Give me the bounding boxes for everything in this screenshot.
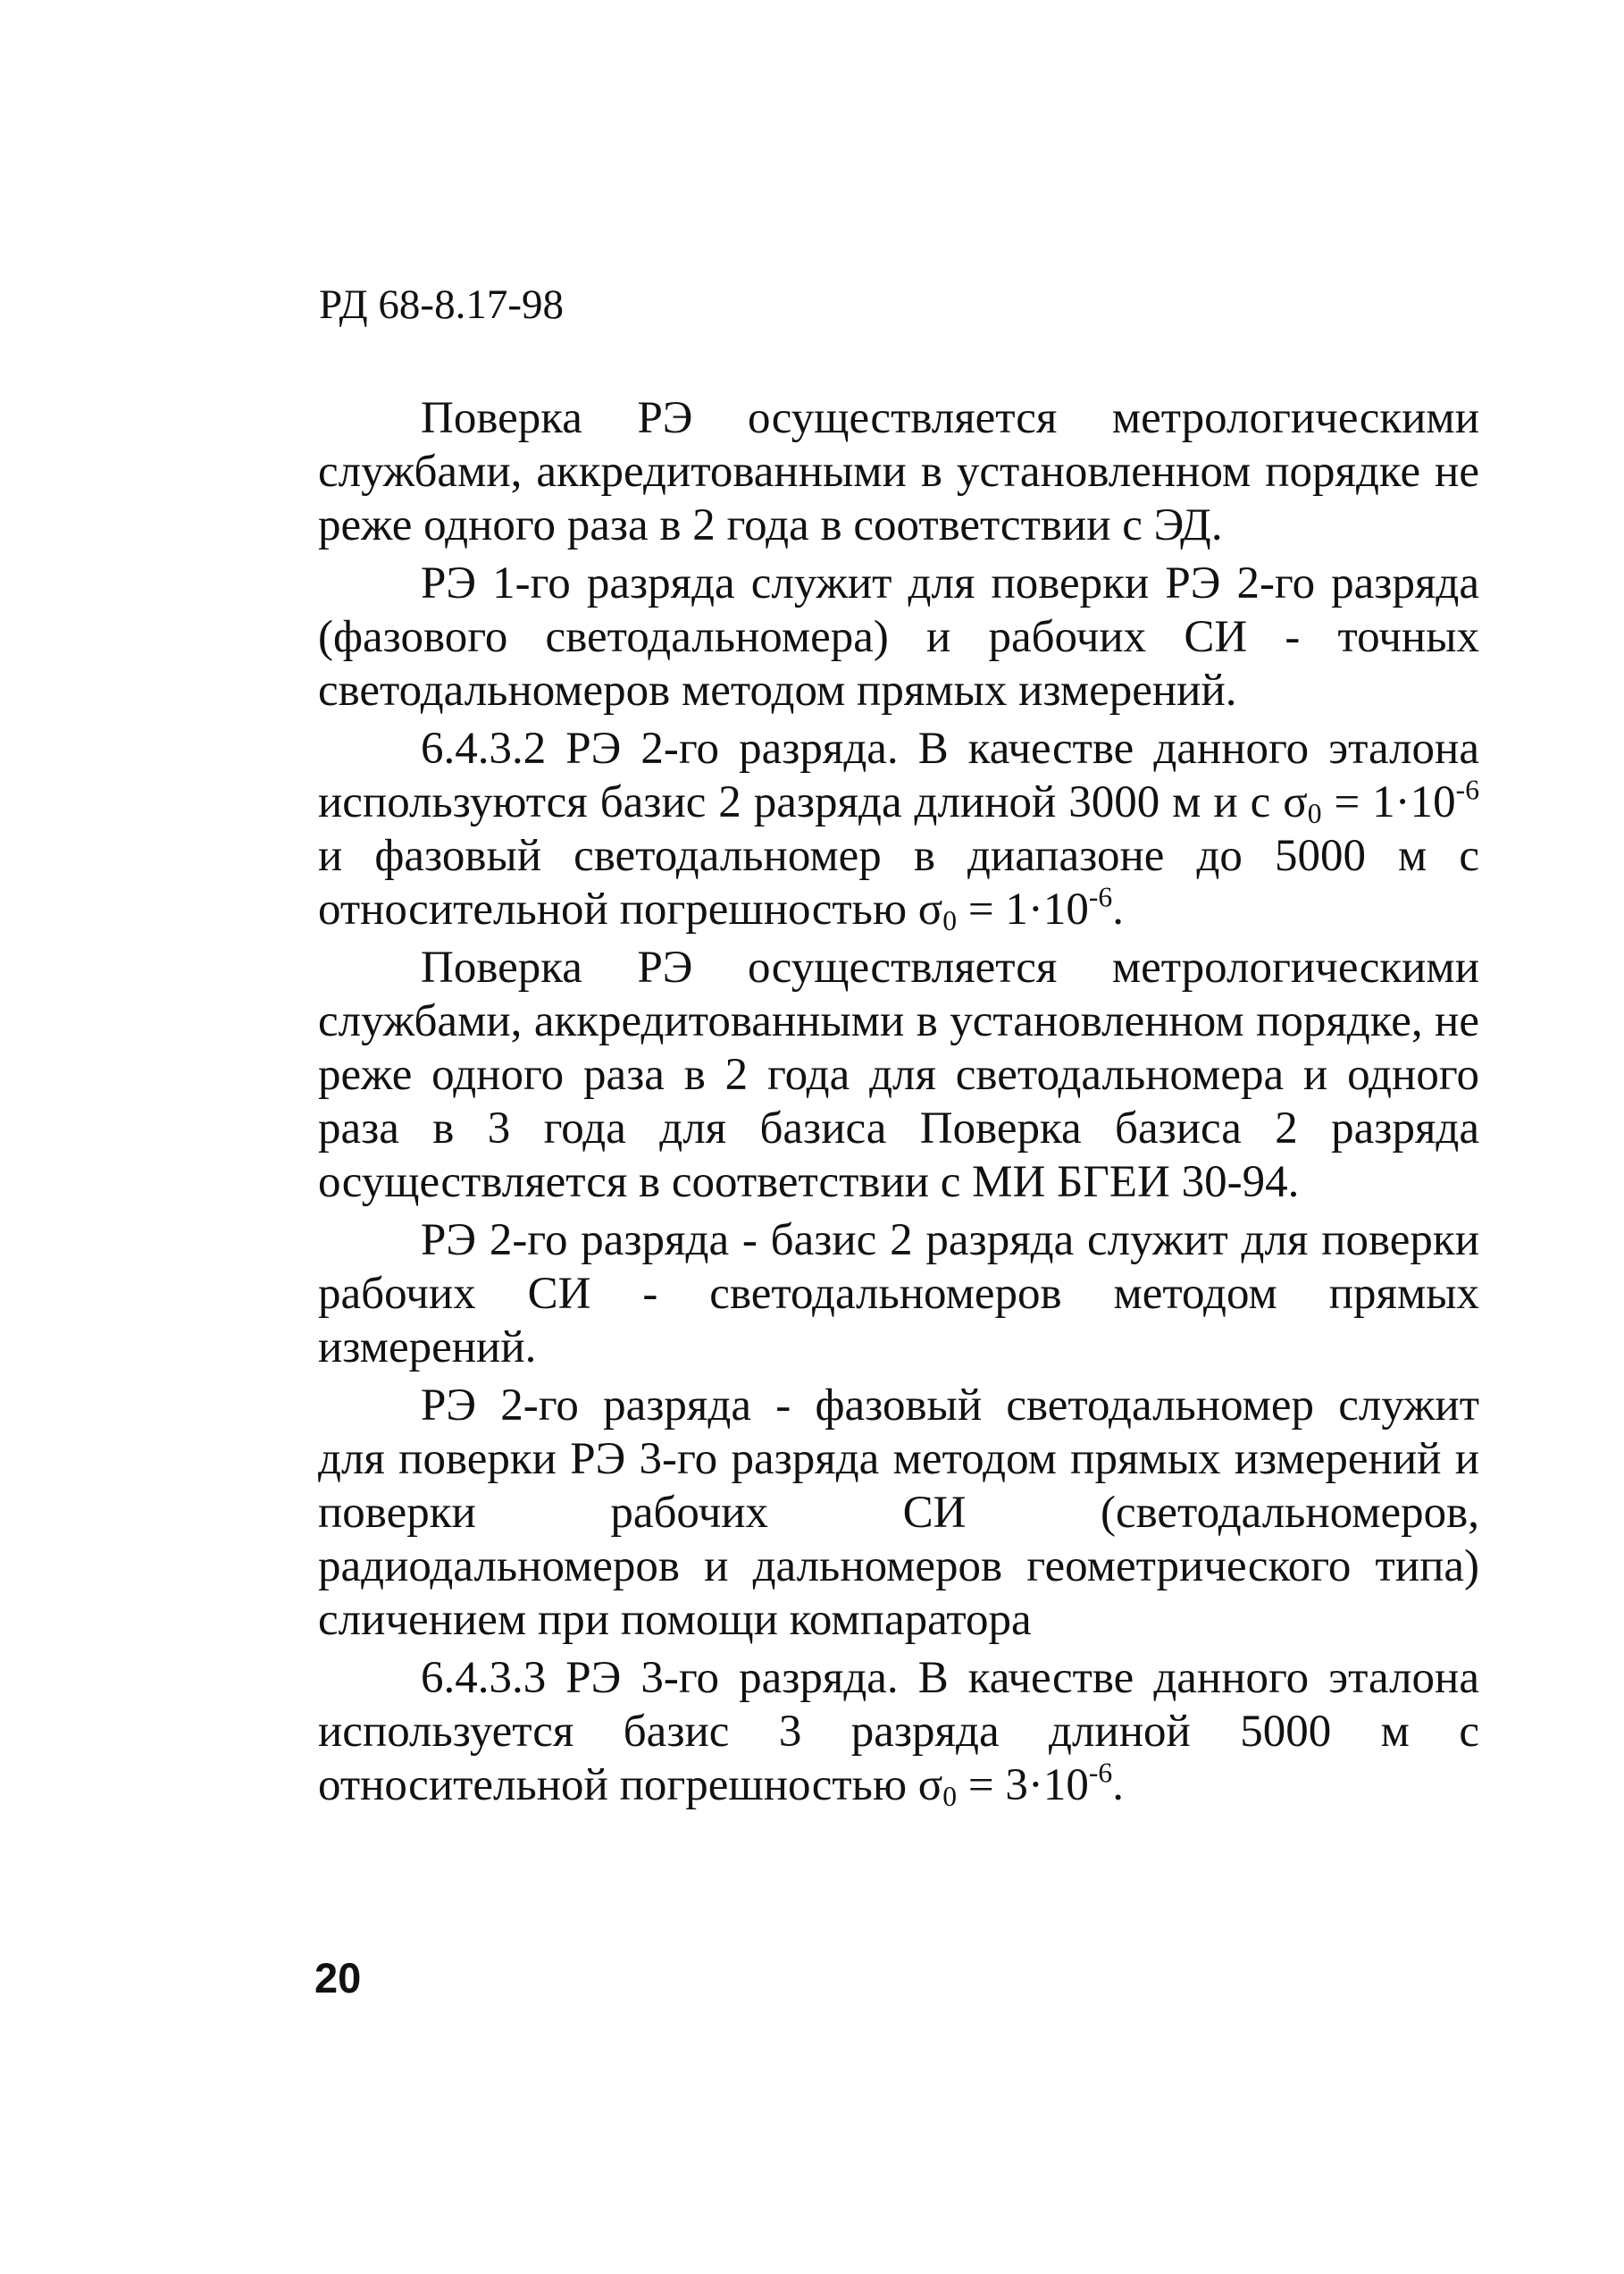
- paragraph-verification-2: Поверка РЭ осуществляется метрологическими службами, аккредитованными в установленном порядке, не реже одного раза в 2 года для светодальномера и одного раза в 3 года для базиса Поверка базиса 2 разряда осуществляется в соответствии с МИ БГЕИ 30-94.: [318, 943, 1479, 1207]
- paragraph-phase-rangefinder: РЭ 2-го разряда - фазовый светодальномер служит для поверки РЭ 3-го разряда методом прямых измерений и поверки рабочих СИ (светодальномеров, радиодальномеров и дальномеров геометрического типа) сличением при помощи компаратора: [318, 1380, 1479, 1645]
- page-number: 20: [314, 1954, 362, 2001]
- document-code: РД 68-8.17-98: [319, 281, 564, 328]
- sigma-symbol: σ: [1283, 777, 1308, 827]
- paragraph-verification-1: Поверка РЭ осуществляется метрологическими службами, аккредитованными в установленном порядке не реже одного раза в 2 года в соответствии с ЭД.: [318, 393, 1479, 550]
- body-text: [318, 391, 1479, 1812]
- paragraph-6-4-3-3: 6.4.3.3 РЭ 3-го разряда. В качестве данного эталона используется базис 3 разряда длиной 5000 м с относительной погрешностью $\sigma_0 = 3\cdot 10^{-6}$.: [318, 1653, 1479, 1812]
- paragraph-basis-2: РЭ 2-го разряда - базис 2 разряда служит для поверки рабочих СИ - светодальномеров методом прямых измерений.: [318, 1215, 1479, 1372]
- sigma-symbol: σ: [917, 885, 943, 935]
- sigma-symbol: σ: [917, 1760, 943, 1810]
- paragraph-re-1st-grade: РЭ 1-го разряда служит для поверки РЭ 2-го разряда (фазового светодальномера) и рабочих СИ - точных светодальномеров методом прямых измерений.: [318, 558, 1479, 716]
- paragraph-6-4-3-2: 6.4.3.2 РЭ 2-го разряда. В качестве данного эталона используются базис 2 разряда длиной 3000 м и с $\sigma_0 = 1\cdot 10^{-6}$ и фазовый светодальномер в диапазоне до 5000 м с относительной погрешностью $\sigma_0 = 1\cdot 10^{-6}$.: [318, 724, 1480, 936]
